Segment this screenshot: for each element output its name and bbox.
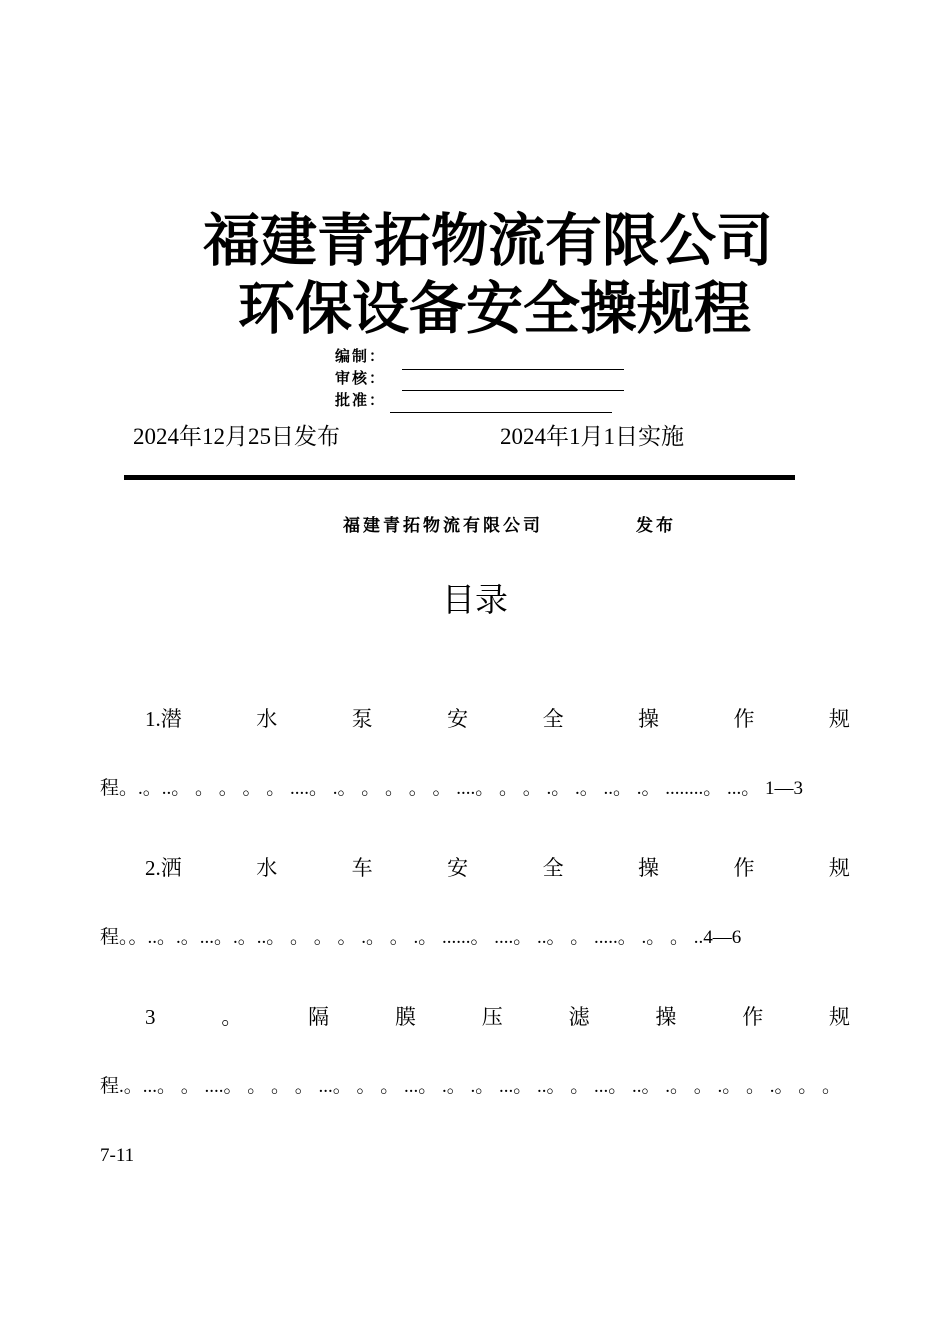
toc-entry-3-heading[interactable]	[145, 1007, 850, 1028]
toc-entry-3-page-range: 7-11	[100, 1145, 135, 1166]
toc-heading-part: 泵	[351, 707, 373, 731]
toc-heading-part: 安	[447, 856, 469, 880]
toc-heading-part: 规	[828, 856, 850, 880]
toc-heading-part: 膜	[394, 1005, 416, 1029]
publisher-name: 福建青拓物流有限公司	[343, 516, 543, 536]
toc-entry-1-leader[interactable]: 程。.。..。 。 。 。 。 ....。 .。 。 。 。 。 ....。 。 。 .。 .。 ..。 .。 ........。 ...。 1—3	[100, 778, 804, 799]
toc-heading-part: 1.潜	[145, 707, 182, 731]
toc-heading-part: 车	[351, 856, 373, 880]
toc-heading-part: 水	[256, 856, 278, 880]
reviewed-by-signature-line	[402, 390, 624, 391]
document-title: 环保设备安全操规程	[238, 275, 751, 342]
toc-heading-part: 。	[221, 1005, 243, 1029]
approved-by-label: 批准：	[335, 391, 387, 409]
effective-date: 2024年1月1日实施	[500, 424, 684, 449]
toc-heading-part: 作	[733, 856, 755, 880]
prepared-by-signature-line	[402, 369, 624, 370]
toc-heading-part: 规	[828, 707, 850, 731]
prepared-by-label: 编制：	[335, 347, 387, 365]
toc-heading-part: 规	[829, 1005, 850, 1029]
toc-entry-1-heading[interactable]	[145, 709, 850, 730]
issue-date: 2024年12月25日发布	[133, 424, 340, 449]
toc-heading-part: 3	[145, 1005, 156, 1029]
toc-heading-part: 操	[638, 856, 660, 880]
company-title: 福建青拓物流有限公司	[203, 207, 773, 274]
toc-heading-part: 2.洒	[145, 856, 182, 880]
toc-heading-part: 水	[256, 707, 278, 731]
reviewed-by-label: 审核：	[335, 369, 387, 387]
toc-heading-part: 压	[481, 1005, 503, 1029]
toc-entry-2-leader[interactable]: 程。。..。.。...。.。..。 。 。 。 .。 。 .。 ......。 ....。 ..。 。 .....。 .。 。 ..4—6	[100, 927, 742, 948]
toc-heading-part: 全	[542, 707, 564, 731]
toc-title: 目录	[442, 580, 508, 619]
toc-heading-part: 滤	[568, 1005, 590, 1029]
toc-entry-3-leader[interactable]: 程.。...。 。 ....。 。 。 。 ...。 。 。 ...。 .。 .。 ...。 ..。 。 ...。 ..。 .。 。 .。 。 .。 。 。	[100, 1076, 842, 1097]
toc-heading-part: 操	[638, 707, 660, 731]
toc-heading-part: 操	[655, 1005, 677, 1029]
toc-heading-part: 作	[742, 1005, 764, 1029]
toc-heading-part: 隔	[308, 1005, 330, 1029]
cover-divider	[124, 475, 795, 480]
publisher-action: 发布	[636, 516, 676, 536]
toc-heading-part: 安	[447, 707, 469, 731]
toc-heading-part: 作	[733, 707, 755, 731]
approved-by-signature-line	[390, 412, 612, 413]
toc-heading-part: 全	[542, 856, 564, 880]
toc-entry-2-heading[interactable]	[145, 858, 850, 879]
